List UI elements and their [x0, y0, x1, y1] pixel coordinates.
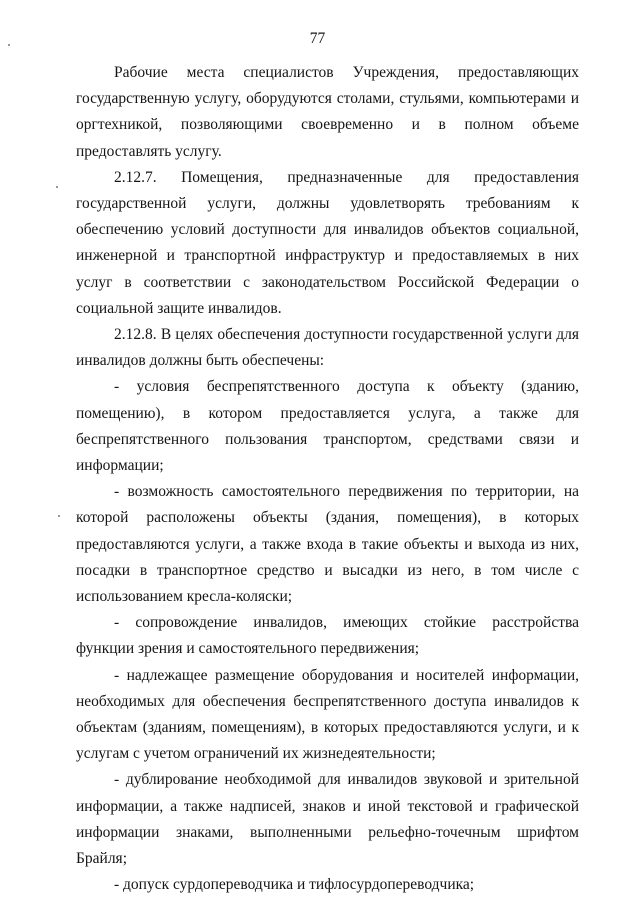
list-item-escort: - сопровождение инвалидов, имеющих стойкие расстройства функции зрения и самостоятельного передвижения; — [76, 614, 579, 658]
scan-artifact — [8, 44, 10, 46]
scan-artifact — [56, 186, 58, 188]
paragraph-2-12-8: 2.12.8. В целях обеспечения доступности государственной услуги для инвалидов должны быть обеспечены: — [76, 326, 579, 370]
document-body — [76, 60, 579, 899]
list-item-access-conditions: - условия беспрепятственного доступа к объекту (зданию, помещению), в котором предоставляется услуга, а также для беспрепятственного пользования транспортом, средствами связи и информации; — [76, 378, 579, 475]
page-number: 77 — [309, 30, 326, 47]
paragraph-workplaces: Рабочие места специалистов Учреждения, предоставляющих государственную услугу, оборудуются столами, стульями, компьютерами и оргтехникой, позволяющими своевременно и в полном объеме предоставлять услугу. — [76, 64, 579, 160]
list-item-equipment-placement: - надлежащее размещение оборудования и носителей информации, необходимых для обеспечения беспрепятственного доступа инвалидов к объектам (зданиям, помещениям), в которых предоставляются услуги, и к услугам с учетом ограничений их жизнедеятельности; — [76, 666, 579, 763]
paragraph-2-12-7: 2.12.7. Помещения, предназначенные для предоставления государственной услуги, должны удовлетворять требованиям к обеспечению условий доступности для инвалидов объектов социальной, инженерной и транспортной инфраструктур и предоставляемых в них услуг в соответствии с законодательством Российской Федерации о социальной защите инвалидов. — [76, 168, 579, 317]
list-item-interpreter-admission: - допуск сурдопереводчика и тифлосурдопереводчика; — [114, 876, 475, 894]
list-item-information-duplication: - дублирование необходимой для инвалидов звуковой и зрительной информации, а также надписей, знаков и иной текстовой и графической информации знаками, выполненными рельефно-точечным шрифтом Брайля; — [76, 771, 579, 868]
scan-artifact — [58, 515, 60, 517]
list-item-independent-movement: - возможность самостоятельного передвижения по территории, на которой расположены объекты (здания, помещения), в которых предоставляются услуги, а также входа в такие объекты и выхода из них, посадки в транспортное средство и высадки из него, в том числе с использованием кресла-коляски; — [76, 483, 579, 606]
